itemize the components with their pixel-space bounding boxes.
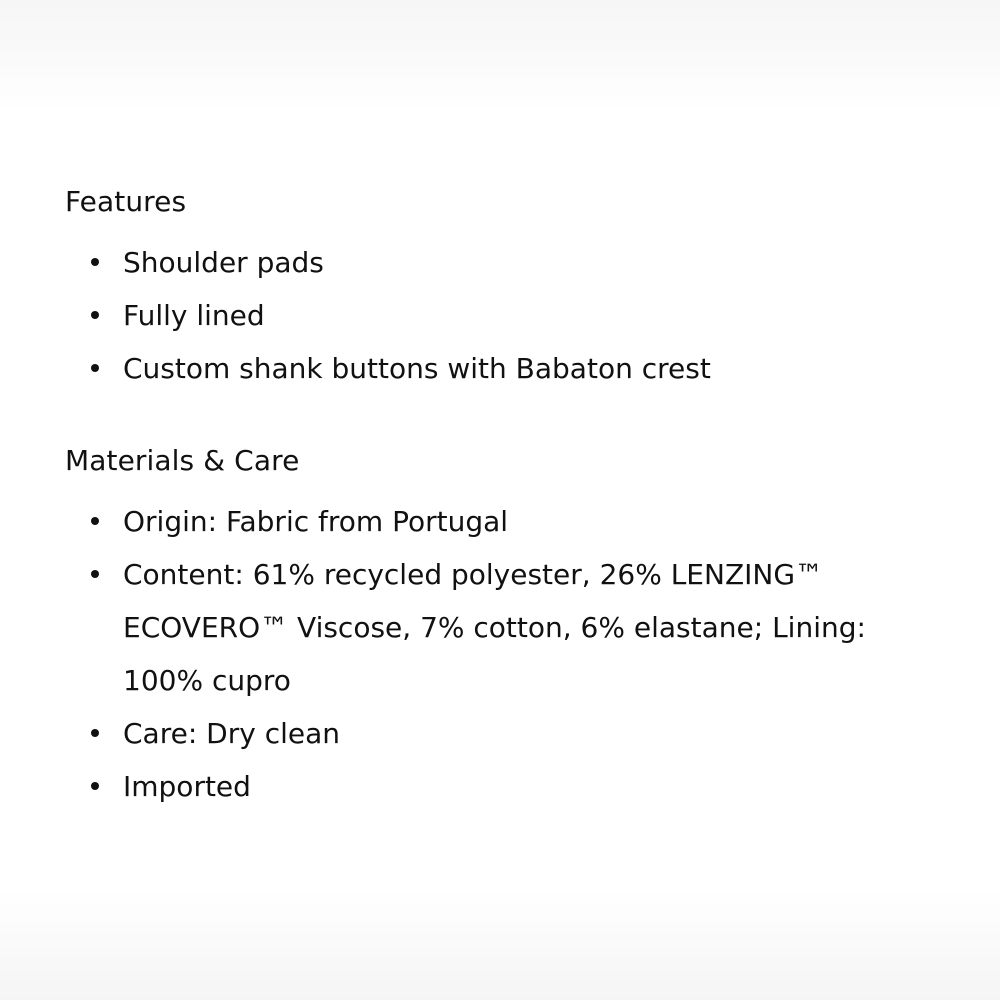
features-heading: Features [65, 185, 187, 218]
bullet-icon [91, 517, 99, 525]
list-item [65, 236, 925, 289]
list-item-text: Content: 61% recycled polyester, 26% LENZING™ ECOVERO™ Viscose, 7% cotton, 6% elastane; Lining: 100% cupro [123, 558, 866, 697]
list-item [65, 495, 925, 548]
list-item [65, 289, 925, 342]
list-item-text: Custom shank buttons with Babaton crest [123, 352, 711, 385]
list-item-text: Fully lined [123, 299, 265, 332]
bullet-icon [91, 570, 99, 578]
features-list [65, 236, 925, 395]
list-item-text: Imported [123, 770, 251, 803]
top-fade [0, 0, 1000, 110]
bullet-icon [91, 782, 99, 790]
materials-list [65, 495, 925, 813]
bullet-icon [91, 364, 99, 372]
bullet-icon [91, 311, 99, 319]
list-item-text: Care: Dry clean [123, 717, 341, 750]
materials-section [65, 441, 925, 813]
list-item [65, 707, 925, 760]
list-item [65, 760, 925, 813]
bottom-fade [0, 890, 1000, 1000]
list-item [65, 548, 925, 707]
section-spacer [65, 395, 925, 441]
materials-heading: Materials & Care [65, 444, 300, 477]
bullet-icon [91, 258, 99, 266]
product-details [65, 182, 925, 813]
list-item [65, 342, 925, 395]
list-item-text: Shoulder pads [123, 246, 324, 279]
features-section [65, 182, 925, 395]
bullet-icon [91, 729, 99, 737]
list-item-text: Origin: Fabric from Portugal [123, 505, 509, 538]
